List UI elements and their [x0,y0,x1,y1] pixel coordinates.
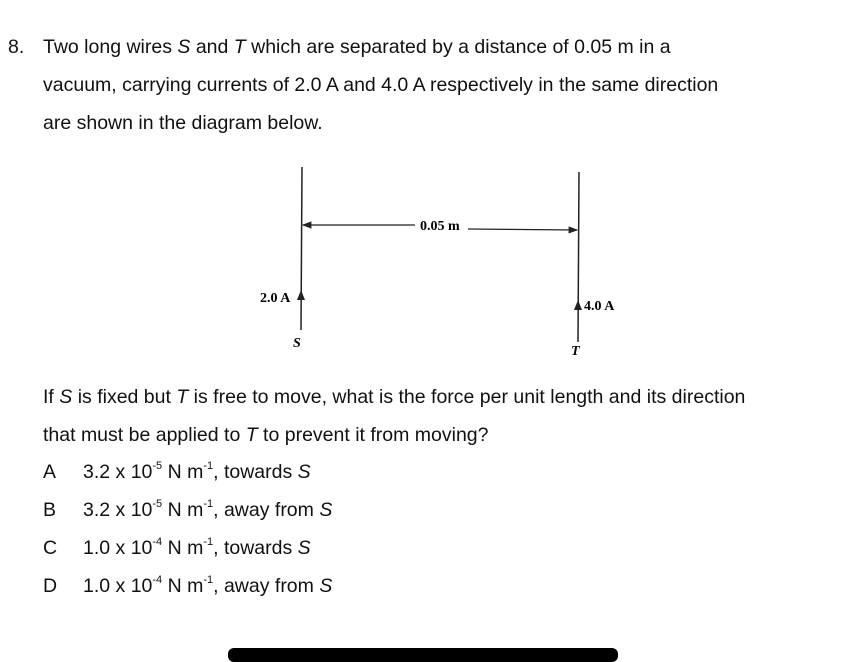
option-c[interactable]: C 1.0 x $10^{-4}$ N $m^{-1}$, towards S [43,536,311,559]
prompt-line-1: If S is fixed but T is free to move, what is the force per unit length and its direction [43,386,746,408]
option-a[interactable]: A 3.2 x $10^{-5}$ N $m^{-1}$, towards S [43,460,311,483]
wire-label-s: S [293,336,301,351]
distance-arrow-right [468,229,577,230]
wire-t [578,172,579,342]
current-label-t: 4.0 A [584,299,615,314]
current-label-s: 2.0 A [260,291,291,306]
current-arrow-s [297,290,305,300]
home-indicator-bar [228,648,618,662]
wire-label-t: T [571,344,580,359]
distance-label: 0.05 m [420,219,460,234]
stem-line-3: are shown in the diagram below. [43,112,323,134]
current-arrow-t [574,300,582,310]
question-number: 8. [8,36,25,58]
stem-line-1: Two long wires S and T which are separated by a distance of 0.05 m in a [43,36,671,58]
option-d[interactable]: D 1.0 x $10^{-4}$ N $m^{-1}$, away from S [43,574,333,597]
option-b[interactable]: B 3.2 x $10^{-5}$ N $m^{-1}$, away from S [43,498,333,521]
wire-s [301,167,302,330]
stem-line-2: vacuum, carrying currents of 2.0 A and 4.0 A respectively in the same direction [43,74,719,96]
prompt-line-2: that must be applied to T to prevent it from moving? [43,424,489,446]
